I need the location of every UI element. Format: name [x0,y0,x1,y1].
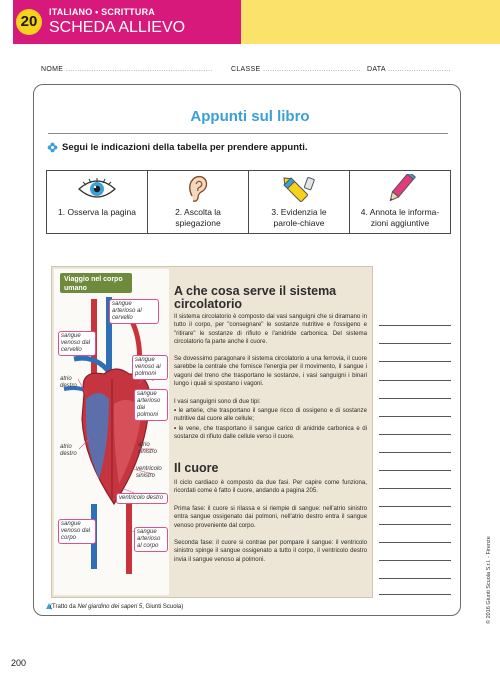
note-line[interactable] [379,560,451,561]
note-line[interactable] [379,416,451,417]
page-number: 200 [11,658,27,668]
book-paragraph: Il ciclo cardiaco è composto da due fasi. Per capire come funziona, ricordati come è fatto il cuore, andando a pagina 205. [174,479,367,495]
diagram-label: sangue venoso dal cervello [58,331,96,356]
book-paragraph: Il sistema circolatorio è composto dai vasi sanguigni che si diramano in tutto il corpo, per "consegnare" le sostanze nutritive e l'ossigeno e "ritirare" le sostanze di rifiuto e l'anidride carbonica. Del sistema circolatorio fa parte anche il cuore. [174,313,367,346]
step-cell-observe [47,171,148,233]
step-label: 3. Evidenzia le [271,207,327,217]
book-paragraph: Se dovessimo paragonare il sistema circolatorio a una ferrovia, il cuore sarebbe la centrale che fornisce l'energia per il movimento, il sangue i vagoni del treno che trasportano le sostanze, i vasi sanguigni i binari lungo i quali si spostano i vagoni. [174,355,367,388]
note-line[interactable] [379,524,451,525]
bullet-text: le vene, che trasportano il sangue carico di anidride carbonica e di sostanze di rifiuto dalle cellule verso il cuore. [174,425,367,441]
source-credit [50,604,183,610]
flower-icon [47,142,58,153]
step-label-line2: spiegazione [175,218,221,228]
note-line[interactable] [379,542,451,543]
step-label: 2. Ascolta la [175,207,221,217]
note-line[interactable] [379,470,451,471]
note-line[interactable] [379,380,451,381]
section-title: Appunti sul libro [190,108,310,125]
worksheet-number-badge: 20 [16,9,42,35]
book-heading: A che cosa serve il sistema circolatorio [174,284,337,311]
name-field[interactable] [41,66,212,73]
header-subtitle: ITALIANO • SCRITTURA [49,7,155,17]
diagram-label: atrio destro [60,444,77,457]
instruction [47,142,307,153]
book-excerpt [51,266,373,598]
note-line[interactable] [379,452,451,453]
book-paragraph: I vasi sanguigni sono di due tipi: [174,398,261,405]
heart-diagram [54,269,169,595]
diagram-label: sangue venoso dal corpo [58,519,96,544]
diagram-label: ventricolo sinistro [136,466,162,479]
bullet-text: le arterie, che trasportano il sangue ricco di ossigeno e di sostanze nutritive dal cuore alle cellule; [174,407,367,423]
step-cell-listen [148,171,249,233]
diagram-label: ventricolo destro [116,493,168,504]
book-bullet: • le arterie, che trasportano il sangue ricco di ossigeno e di sostanze nutritive dal cuore alle cellule; [174,407,367,423]
note-line[interactable] [379,361,451,362]
note-line[interactable] [379,594,451,595]
step-cell-highlight [249,171,350,233]
date-field[interactable] [367,66,451,73]
header-margin [0,0,13,46]
class-field[interactable] [231,66,361,73]
diagram-label: sangue venoso ai polmoni [132,355,168,380]
name-dots: ……………………………………………………… [65,66,213,73]
header-yellow-band [241,0,500,44]
diagram-label: sangue arterioso al corpo [134,527,168,552]
diagram-label: atrio destro [60,376,77,389]
highlighter-icon [282,174,316,204]
note-line[interactable] [379,578,451,579]
diagram-label: atrio sinistro [138,442,158,455]
note-line[interactable] [379,488,451,489]
name-label: NOME [41,66,64,73]
copyright-note: © 2016 Giunti Scuola S.r.l. - Firenze [486,536,492,624]
header-title: SCHEDA ALLIEVO [49,19,186,36]
diagram-title: Viaggio nel corpo umano [60,273,132,293]
eye-icon [77,177,117,201]
note-line[interactable] [379,506,451,507]
credit-prefix: (Tratto da [50,604,78,610]
step-label-line2: parole-chiave [273,218,325,228]
title-divider [48,133,448,134]
step-label: 4. Annota le informa- [360,207,440,217]
note-line[interactable] [379,325,451,326]
credit-source: Nel giardino dei saperi 5 [77,604,143,610]
class-label: CLASSE [231,66,261,73]
pencil-icon [383,174,417,204]
instruction-text: Segui le indicazioni della tabella per prendere appunti. [62,142,308,153]
step-cell-annotate [350,171,450,233]
note-line[interactable] [379,434,451,435]
note-line[interactable] [379,398,451,399]
class-dots: …………………………………… [262,66,361,73]
page-header [0,0,500,46]
diagram-label: sangue arterioso dai polmoni [134,389,168,421]
book-bullet: • le vene, che trasportano il sangue carico di anidride carbonica e di sostanze di rifiuto dalle cellule verso il cuore. [174,425,367,441]
date-dots: ……………………… [387,66,451,73]
book-heading-2: Il cuore [174,461,219,475]
diagram-label: sangue arterioso al cervello [109,299,159,324]
date-label: DATA [367,66,386,73]
step-label-line2: zioni aggiuntive [370,218,430,228]
steps-table [46,170,451,234]
ear-icon [185,174,211,204]
credit-suffix: , Giunti Scuola) [142,604,184,610]
note-line[interactable] [379,343,451,344]
book-paragraph: Prima fase: il cuore si rilassa e si riempie di sangue: nell'atrio sinistro entra sangue ossigenato dai polmoni, nell'atrio destro entra il sangue venoso proveniente dal corpo. [174,505,367,529]
book-paragraph: Seconda fase: il cuore si contrae per pompare il sangue: il ventricolo sinistro spinge il sangue ossigenato a tutto il corpo, il ventricolo destro invia il sangue venoso ai polmoni. [174,539,367,563]
step-label: 1. Osserva la pagina [58,207,136,217]
